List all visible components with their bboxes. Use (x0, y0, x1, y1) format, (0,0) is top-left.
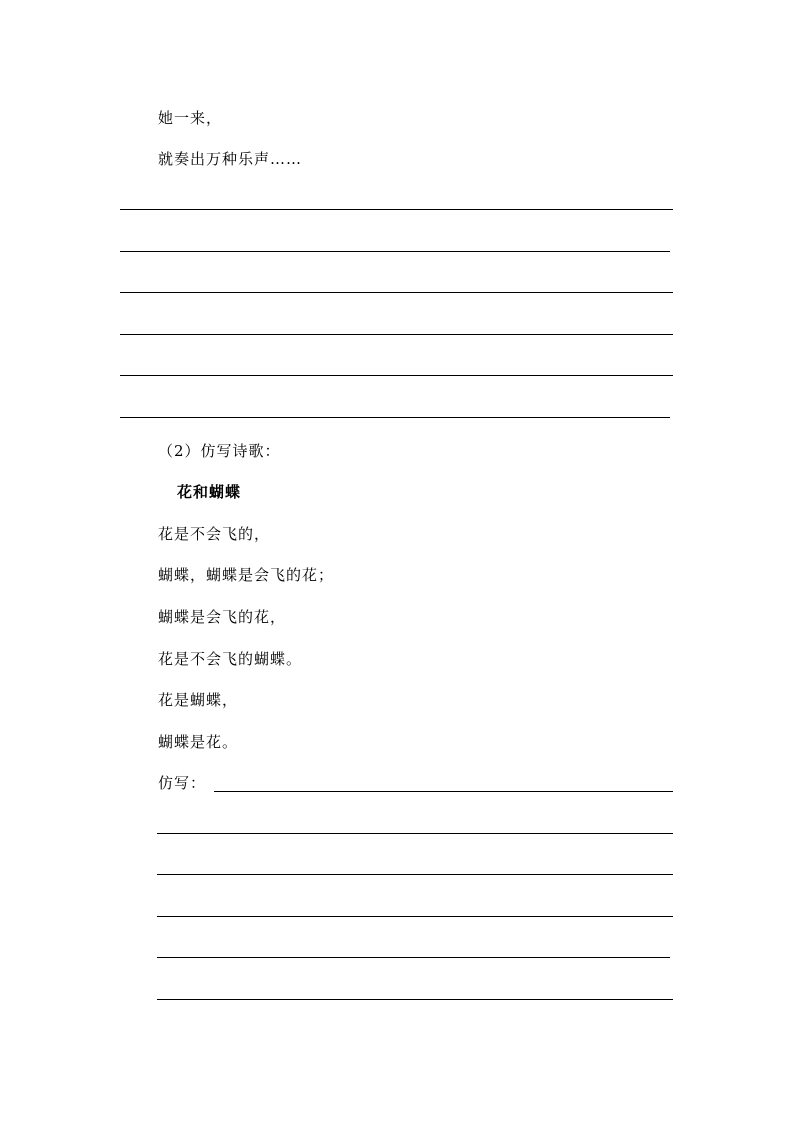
answer-line[interactable] (120, 417, 670, 418)
imitation-label: 仿写： (158, 774, 207, 792)
answer-line[interactable] (157, 874, 673, 875)
answer-line[interactable] (120, 251, 670, 252)
section-heading: （2）仿写诗歌： (158, 442, 281, 460)
answer-line[interactable] (120, 292, 673, 293)
poem-line: 蝴蝶是花。 (158, 733, 239, 751)
poem-title: 花和蝴蝶 (177, 483, 242, 501)
poem-line: 花是蝴蝶， (158, 691, 239, 709)
answer-line[interactable] (157, 999, 673, 1000)
poem-line: 蝴蝶，蝴蝶是会飞的花； (158, 566, 335, 584)
answer-line[interactable] (120, 334, 673, 335)
answer-line[interactable] (214, 791, 673, 792)
answer-line[interactable] (157, 833, 673, 834)
poem-line: 蝴蝶是会飞的花， (158, 608, 287, 626)
poem-line: 她一来， (158, 109, 223, 127)
answer-line[interactable] (157, 957, 670, 958)
poem-line: 就奏出万种乐声…… (158, 150, 303, 168)
answer-line[interactable] (157, 916, 673, 917)
answer-line[interactable] (120, 375, 673, 376)
poem-line: 花是不会飞的蝴蝶。 (158, 650, 303, 668)
answer-line[interactable] (120, 209, 673, 210)
poem-line: 花是不会飞的， (158, 525, 271, 543)
